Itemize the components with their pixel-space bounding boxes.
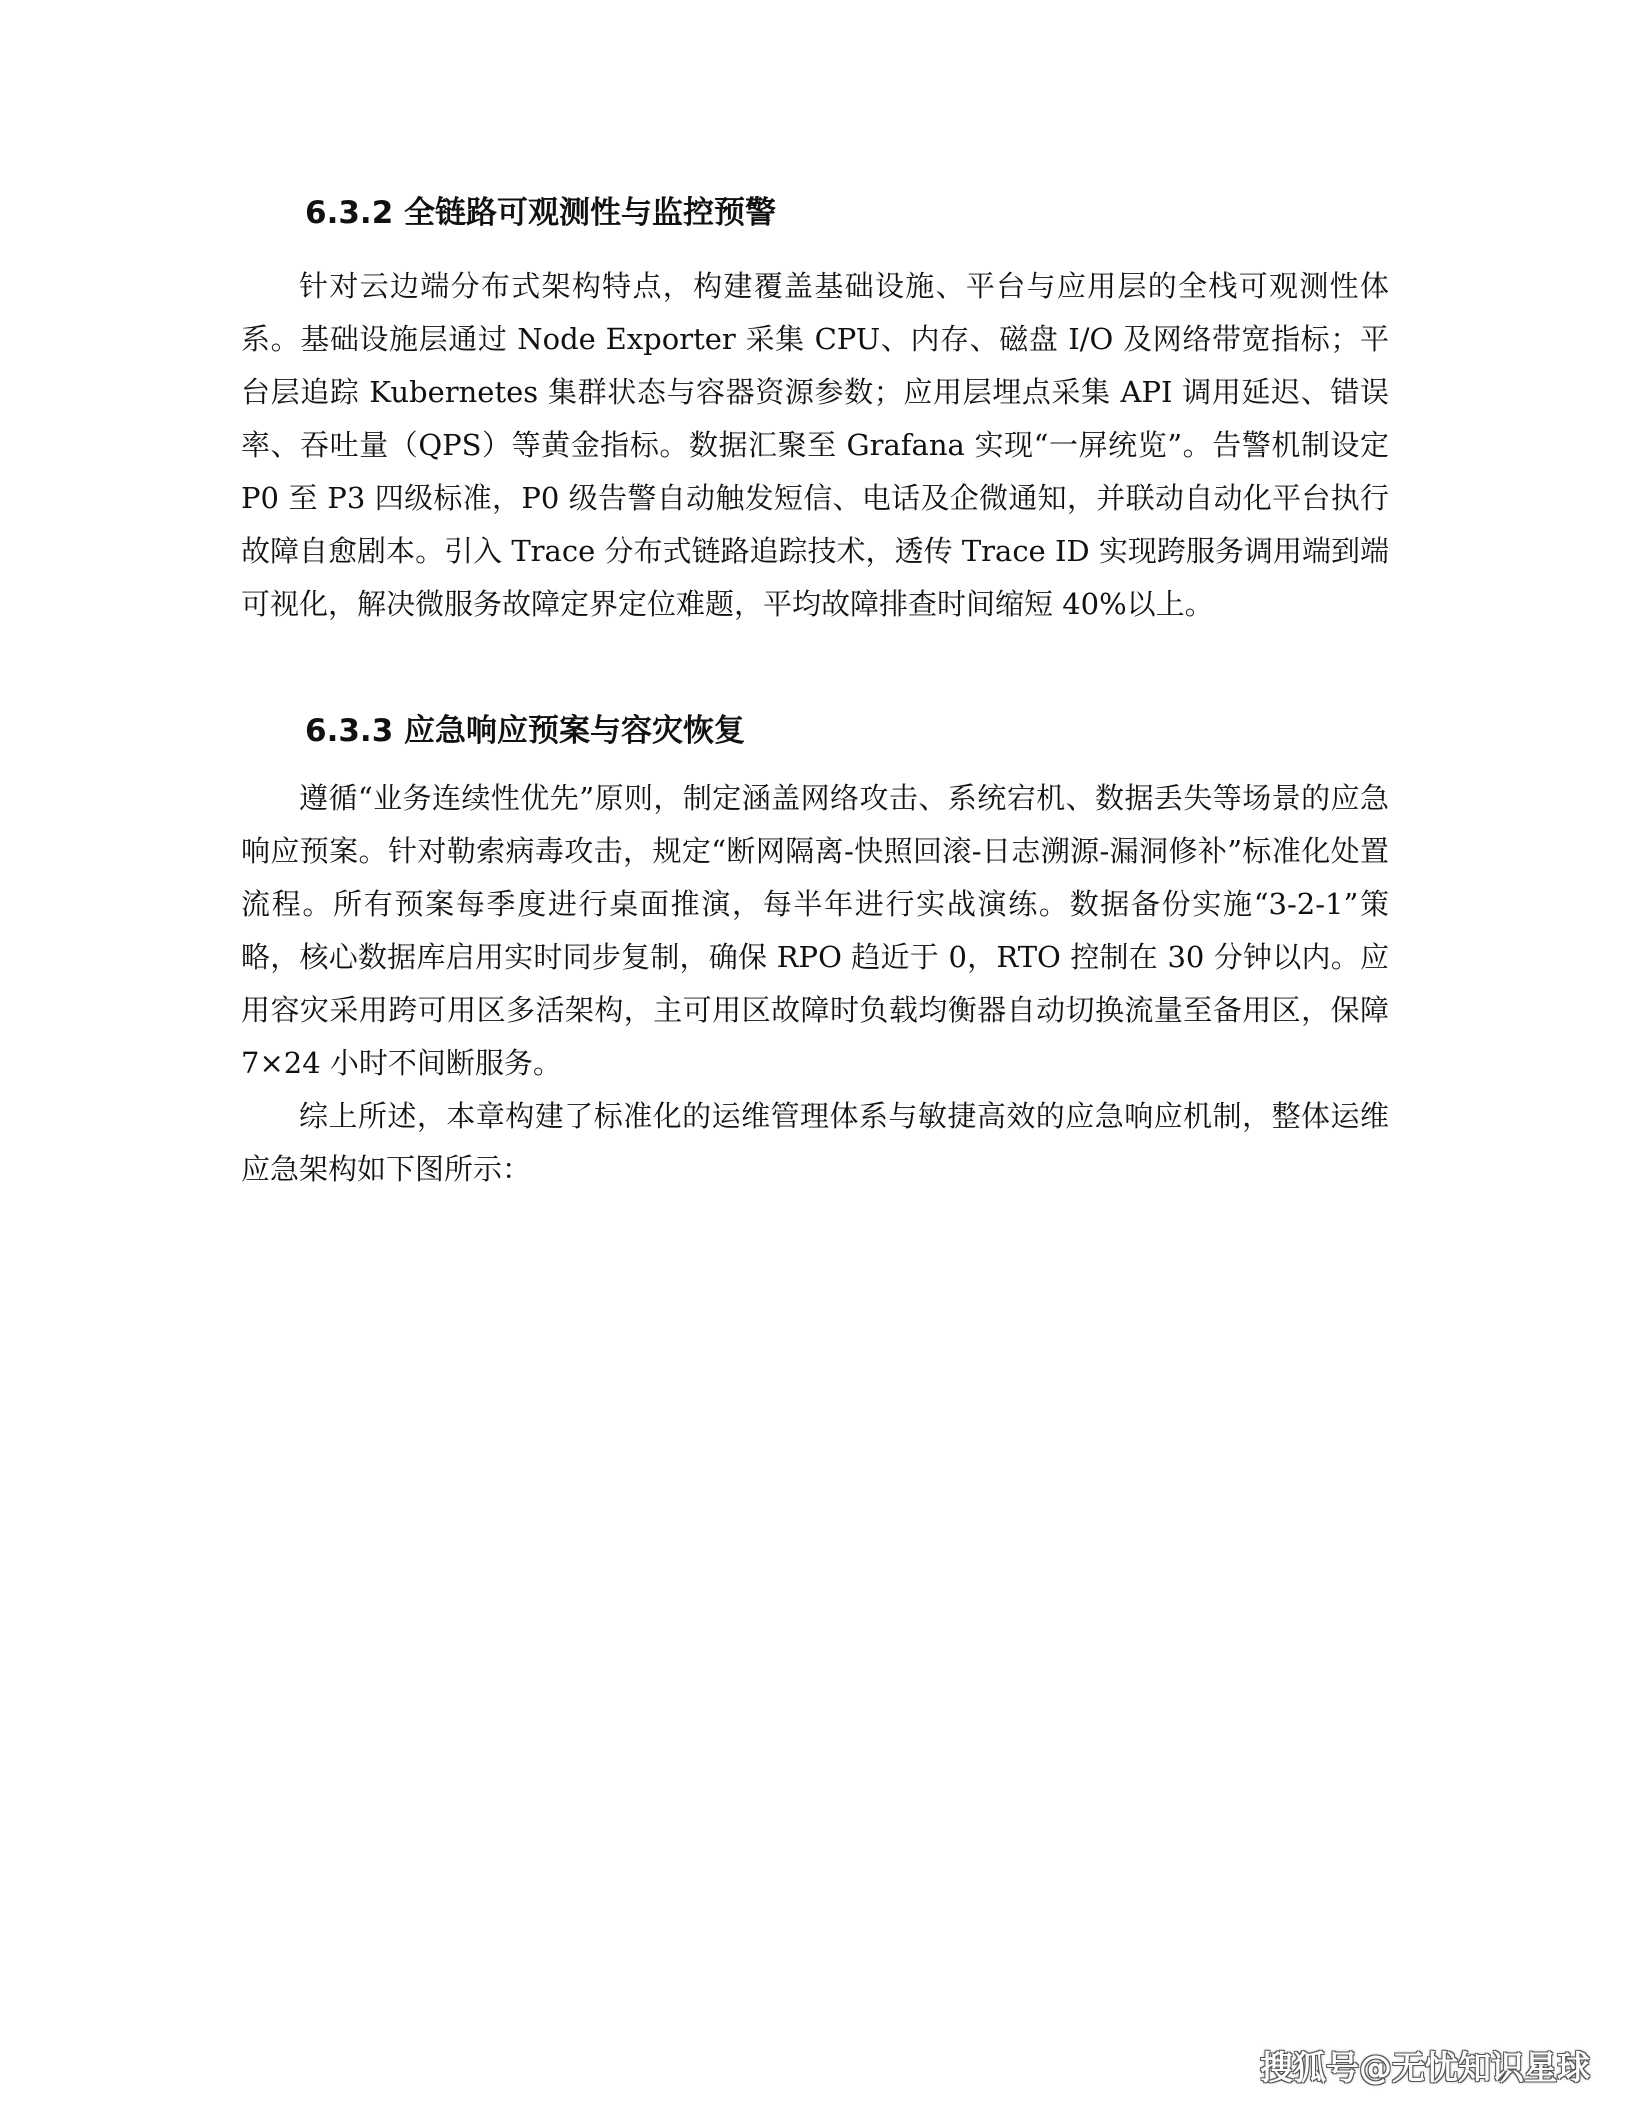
section-heading-observability: 6.3.2 全链路可观测性与监控预警 bbox=[305, 195, 777, 231]
paragraph-emergency-response: 遵循“业务连续性优先”原则，制定涵盖网络攻击、系统宕机、数据丢失等场景的应急响应预案。针对勒索病毒攻击，规定“断网隔离-快照回滚-日志溯源-漏洞修补”标准化处置流程。所有预案每季度进行桌面推演，每半年进行实战演练。数据备份实施“3-2-1”策略，核心数据库启用实时同步复制，确保 RPO 趋近于 0，RTO 控制在 30 分钟以内。应用容灾采用跨可用区多活架构，主可用区故障时负载均衡器自动切换流量至备用区，保障 7×24 小时不间断服务。 bbox=[241, 781, 1389, 1080]
paragraph-summary: 综上所述，本章构建了标准化的运维管理体系与敏捷高效的应急响应机制，整体运维应急架构如下图所示： bbox=[241, 1099, 1389, 1186]
source-watermark: 搜狐号@无忧知识星球 bbox=[1260, 2048, 1590, 2087]
paragraph-observability: 针对云边端分布式架构特点，构建覆盖基础设施、平台与应用层的全栈可观测性体系。基础设施层通过 Node Exporter 采集 CPU、内存、磁盘 I/O 及网络带宽指标；平台层追踪 Kubernetes 集群状态与容器资源参数；应用层埋点采集 API 调用延迟、错误率、吞吐量（QPS）等黄金指标。数据汇聚至 Grafana 实现“一屏统览”。告警机制设定 P0 至 P3 四级标准，P0 级告警自动触发短信、电话及企微通知，并联动自动化平台执行故障自愈剧本。引入 Trace 分布式链路追踪技术，透传 Trace ID 实现跨服务调用端到端可视化，解决微服务故障定界定位难题，平均故障排查时间缩短 40%以上。 bbox=[241, 269, 1389, 621]
section-heading-emergency-response: 6.3.3 应急响应预案与容灾恢复 bbox=[305, 713, 746, 749]
